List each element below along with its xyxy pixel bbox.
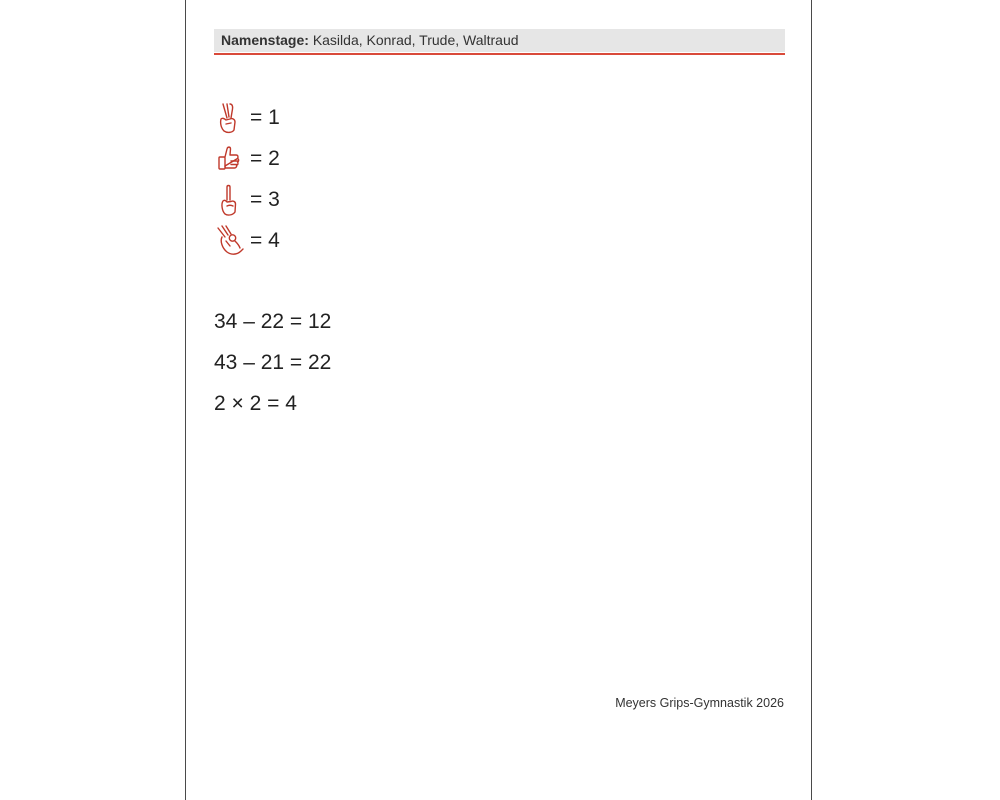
equation-3: 2 × 2 = 4 [214,392,297,415]
victory-hand-icon [214,101,246,135]
calendar-page [185,0,812,800]
legend-value: = 2 [250,147,280,170]
legend-row-2 [214,142,280,176]
legend-row-3 [214,183,280,217]
name-days-bar [214,29,785,52]
ok-hand-icon [214,224,246,258]
legend-row-4 [214,224,280,258]
index-pointing-up-icon [214,183,246,217]
equation-1: 34 – 22 = 12 [214,310,332,333]
name-days-label: Namenstage: [221,32,309,48]
footer-credit: Meyers Grips-Gymnastik 2026 [615,696,784,710]
legend-value: = 4 [250,229,280,252]
legend-value: = 1 [250,106,280,129]
thumbs-up-icon [214,142,246,176]
header-divider [214,53,785,55]
equation-2: 43 – 21 = 22 [214,351,332,374]
name-days-list: Kasilda, Konrad, Trude, Waltraud [312,32,519,48]
legend-value: = 3 [250,188,280,211]
legend-row-1 [214,101,280,135]
